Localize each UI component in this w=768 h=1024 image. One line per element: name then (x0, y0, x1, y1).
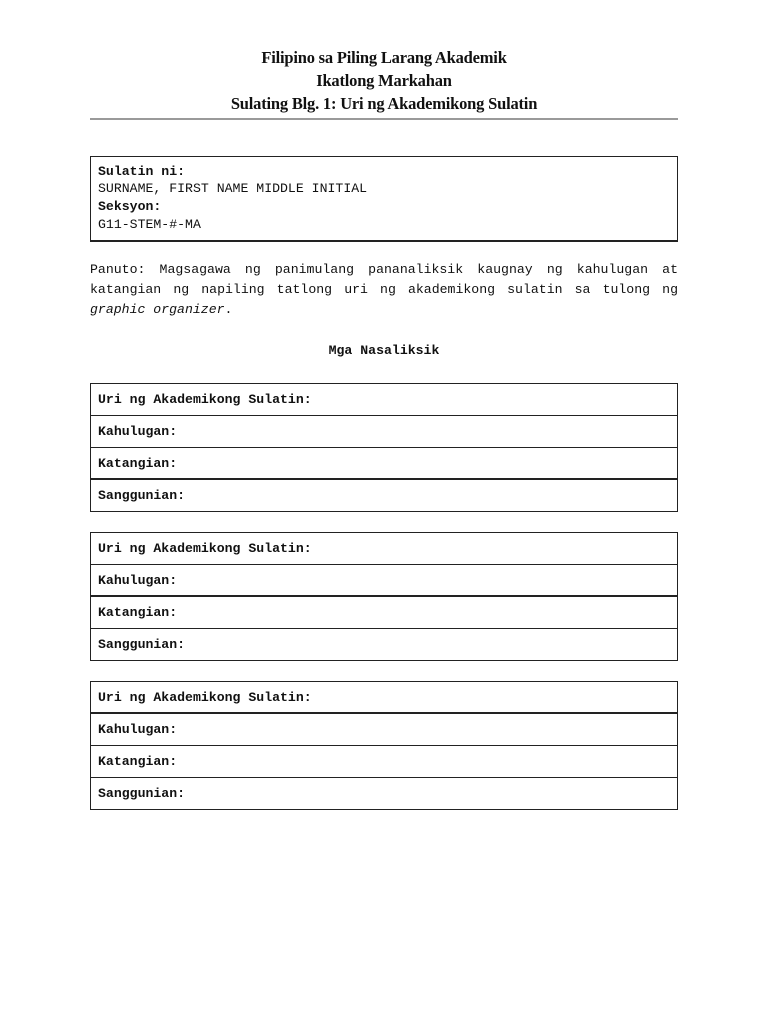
quarter-title: Ikatlong Markahan (316, 71, 452, 90)
subject-title: Filipino sa Piling Larang Akademik (261, 48, 507, 67)
table-row-sources: Sanggunian: (98, 637, 186, 652)
activity-title: Sulating Blg. 1: Uri ng Akademikong Sulatin (230, 94, 538, 113)
table-row-traits: Katangian: (91, 746, 677, 778)
table-row-sources: Sanggunian: (98, 488, 186, 503)
student-info-box (90, 156, 678, 242)
table-row-meaning: Kahulugan: (91, 416, 677, 448)
instructions-paragraph (90, 260, 678, 320)
document-header (90, 46, 678, 115)
table-row-type: Uri ng Akademikong Sulatin: (91, 682, 677, 714)
instructions-end: . (224, 302, 233, 317)
header-divider (90, 118, 678, 120)
table-row-type: Uri ng Akademikong Sulatin: (91, 533, 677, 565)
section-value: G11-STEM-#-MA (98, 217, 201, 232)
instructions-text: Panuto: Magsagawa ng panimulang pananaliksik kaugnay ng kahulugan at katangian ng napiling tatlong uri ng akademikong sulatin sa tulong ng (90, 262, 678, 297)
instructions-italic: graphic organizer (90, 302, 225, 317)
table-row-traits: Katangian: (91, 597, 677, 629)
table-row-traits: Katangian: (91, 448, 677, 480)
table-row-type: Uri ng Akademikong Sulatin: (91, 384, 677, 416)
research-table-3 (90, 681, 678, 810)
section-label: Seksyon: (98, 199, 162, 214)
table-row-meaning: Kahulugan: (91, 714, 677, 746)
author-label: Sulatin ni: (98, 164, 186, 179)
table-row-sources: Sanggunian: (98, 786, 186, 801)
research-table-2 (90, 532, 678, 661)
section-title: Mga Nasaliksik (328, 343, 440, 358)
author-value: SURNAME, FIRST NAME MIDDLE INITIAL (98, 181, 368, 196)
table-row-meaning: Kahulugan: (91, 565, 677, 597)
research-table-1 (90, 383, 678, 512)
